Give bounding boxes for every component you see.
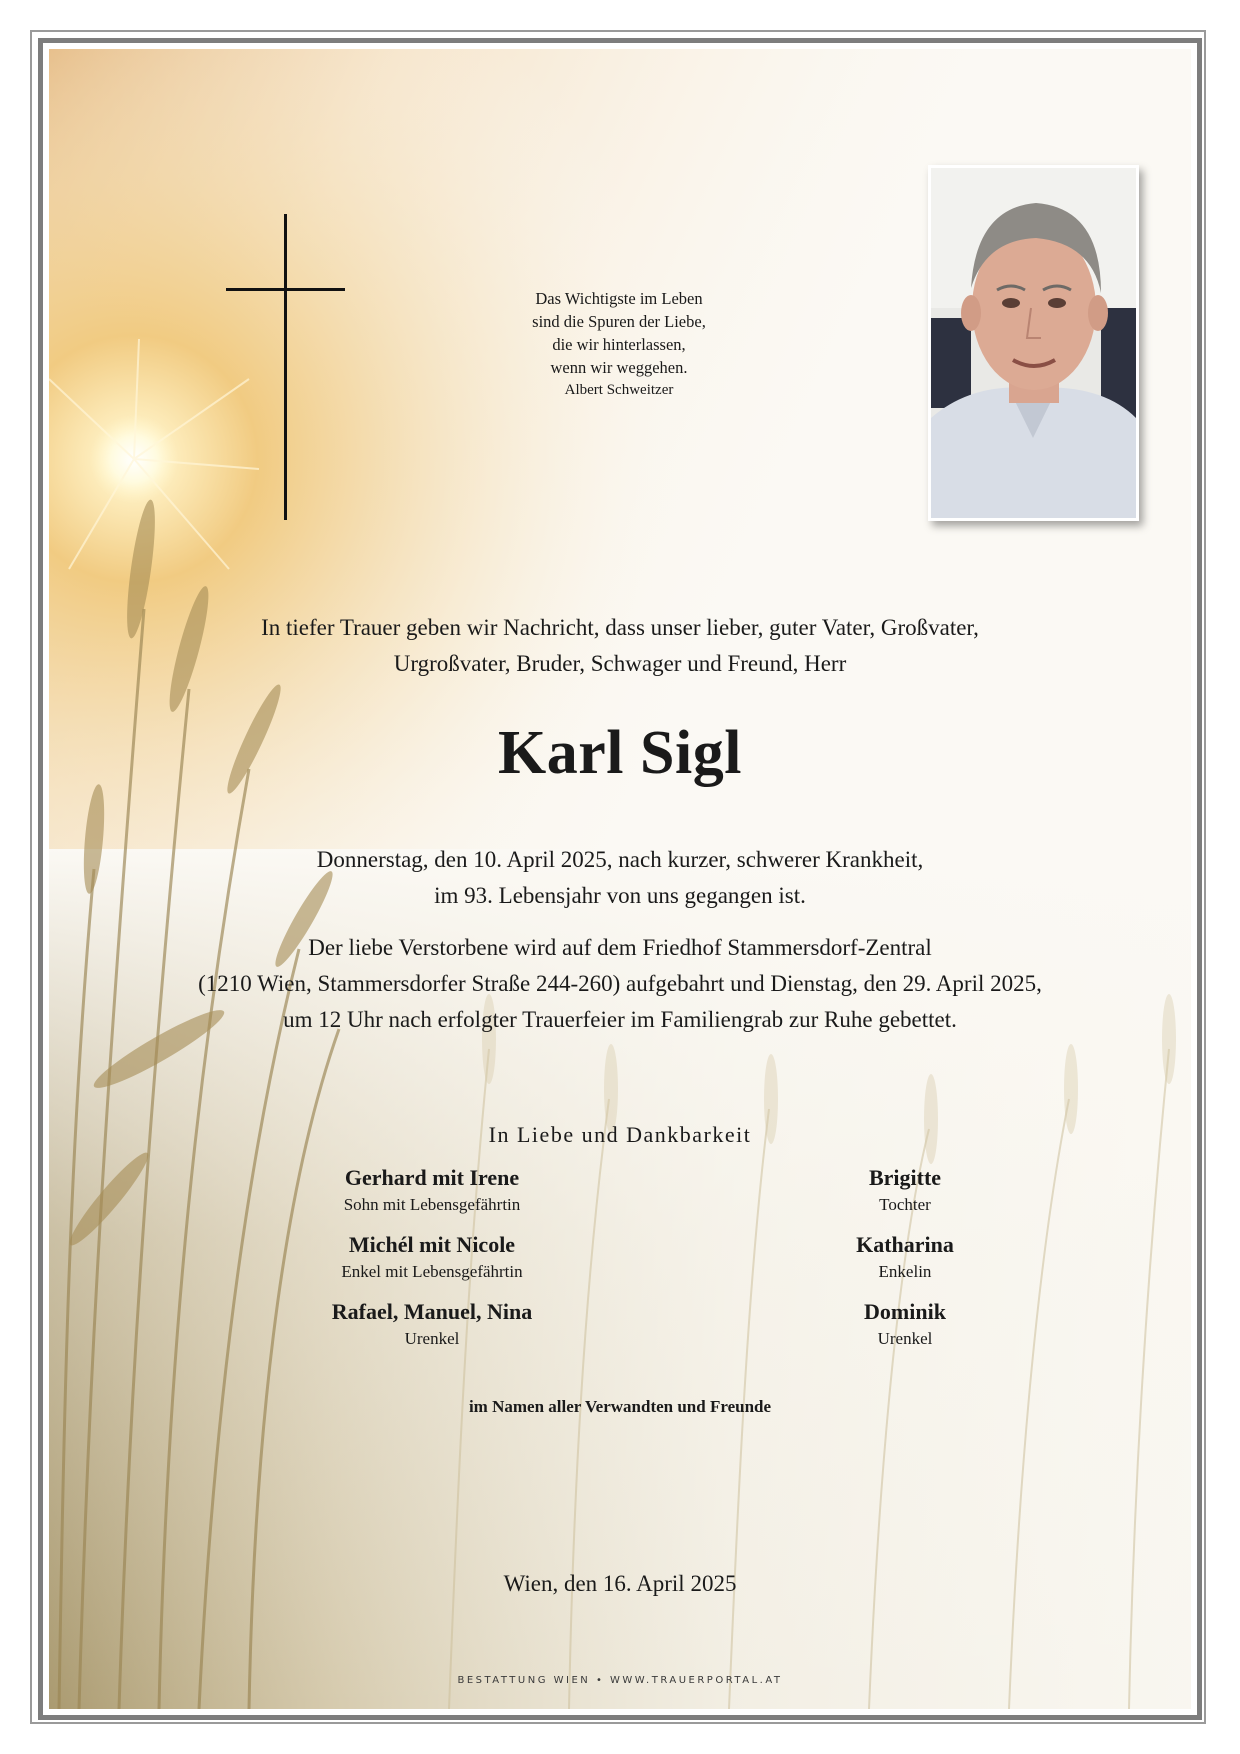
place-date: Wien, den 16. April 2025 <box>503 1571 737 1596</box>
portrait-photo <box>928 165 1139 521</box>
mourner-right-3 <box>735 1297 1075 1351</box>
quote-line: sind die Spuren der Liebe, <box>532 312 706 331</box>
funeral-details <box>160 930 1080 1038</box>
funeral-line: (1210 Wien, Stammersdorfer Straße 244-260) aufgebahrt und Dienstag, den 29. April 2025, <box>198 971 1042 996</box>
mourner-name: Dominik <box>864 1299 946 1324</box>
obituary-panel <box>49 49 1191 1709</box>
quote-line: Das Wichtigste im Leben <box>535 289 703 308</box>
mourner-relation: Sohn mit Lebensgefährtin <box>343 1195 521 1214</box>
footer-credit: BESTATTUNG WIEN • WWW.TRAUERPORTAL.AT <box>457 1675 783 1686</box>
mourner-relation: Tochter <box>879 1195 931 1214</box>
cross-icon <box>284 214 287 520</box>
quote-line: wenn wir weggehen. <box>550 358 688 377</box>
death-notice <box>160 842 1080 914</box>
mourner-relation: Enkelin <box>878 1262 932 1281</box>
mourner-name: Rafael, Manuel, Nina <box>331 1299 533 1324</box>
mourner-name: Michél mit Nicole <box>348 1232 516 1257</box>
mourner-left-2 <box>262 1230 602 1284</box>
thanks-heading: In Liebe und Dankbarkeit <box>488 1122 752 1147</box>
funeral-line: um 12 Uhr nach erfolgter Trauerfeier im Familiengrab zur Ruhe gebettet. <box>283 1007 957 1032</box>
portrait-image <box>931 168 1136 518</box>
quote-line: die wir hinterlassen, <box>552 335 686 354</box>
quote <box>469 287 769 402</box>
intro-line: In tiefer Trauer geben wir Nachricht, dass unser lieber, guter Vater, Großvater, <box>261 615 979 640</box>
death-line: Donnerstag, den 10. April 2025, nach kurzer, schwerer Krankheit, <box>316 847 924 872</box>
intro-line: Urgroßvater, Bruder, Schwager und Freund, Herr <box>393 651 847 676</box>
mourner-right-1 <box>735 1163 1075 1217</box>
funeral-line: Der liebe Verstorbene wird auf dem Friedhof Stammersdorf-Zentral <box>308 935 932 960</box>
mourner-left-1 <box>262 1163 602 1217</box>
mourner-name: Brigitte <box>868 1165 942 1190</box>
mourner-relation: Enkel mit Lebensgefährtin <box>341 1262 523 1281</box>
cross-icon-bar <box>226 288 345 291</box>
mourner-right-2 <box>735 1230 1075 1284</box>
mourner-name: Gerhard mit Irene <box>344 1165 520 1190</box>
deceased-name: Karl Sigl <box>498 719 742 787</box>
mourner-name: Katharina <box>856 1232 954 1257</box>
quote-author: Albert Schweitzer <box>564 382 674 398</box>
death-line: im 93. Lebensjahr von uns gegangen ist. <box>434 883 806 908</box>
family-note: im Namen aller Verwandten und Freunde <box>468 1397 772 1416</box>
mourner-left-3 <box>262 1297 602 1351</box>
mourner-relation: Urenkel <box>404 1329 460 1348</box>
announcement-intro <box>160 610 1080 682</box>
mourner-relation: Urenkel <box>877 1329 933 1348</box>
